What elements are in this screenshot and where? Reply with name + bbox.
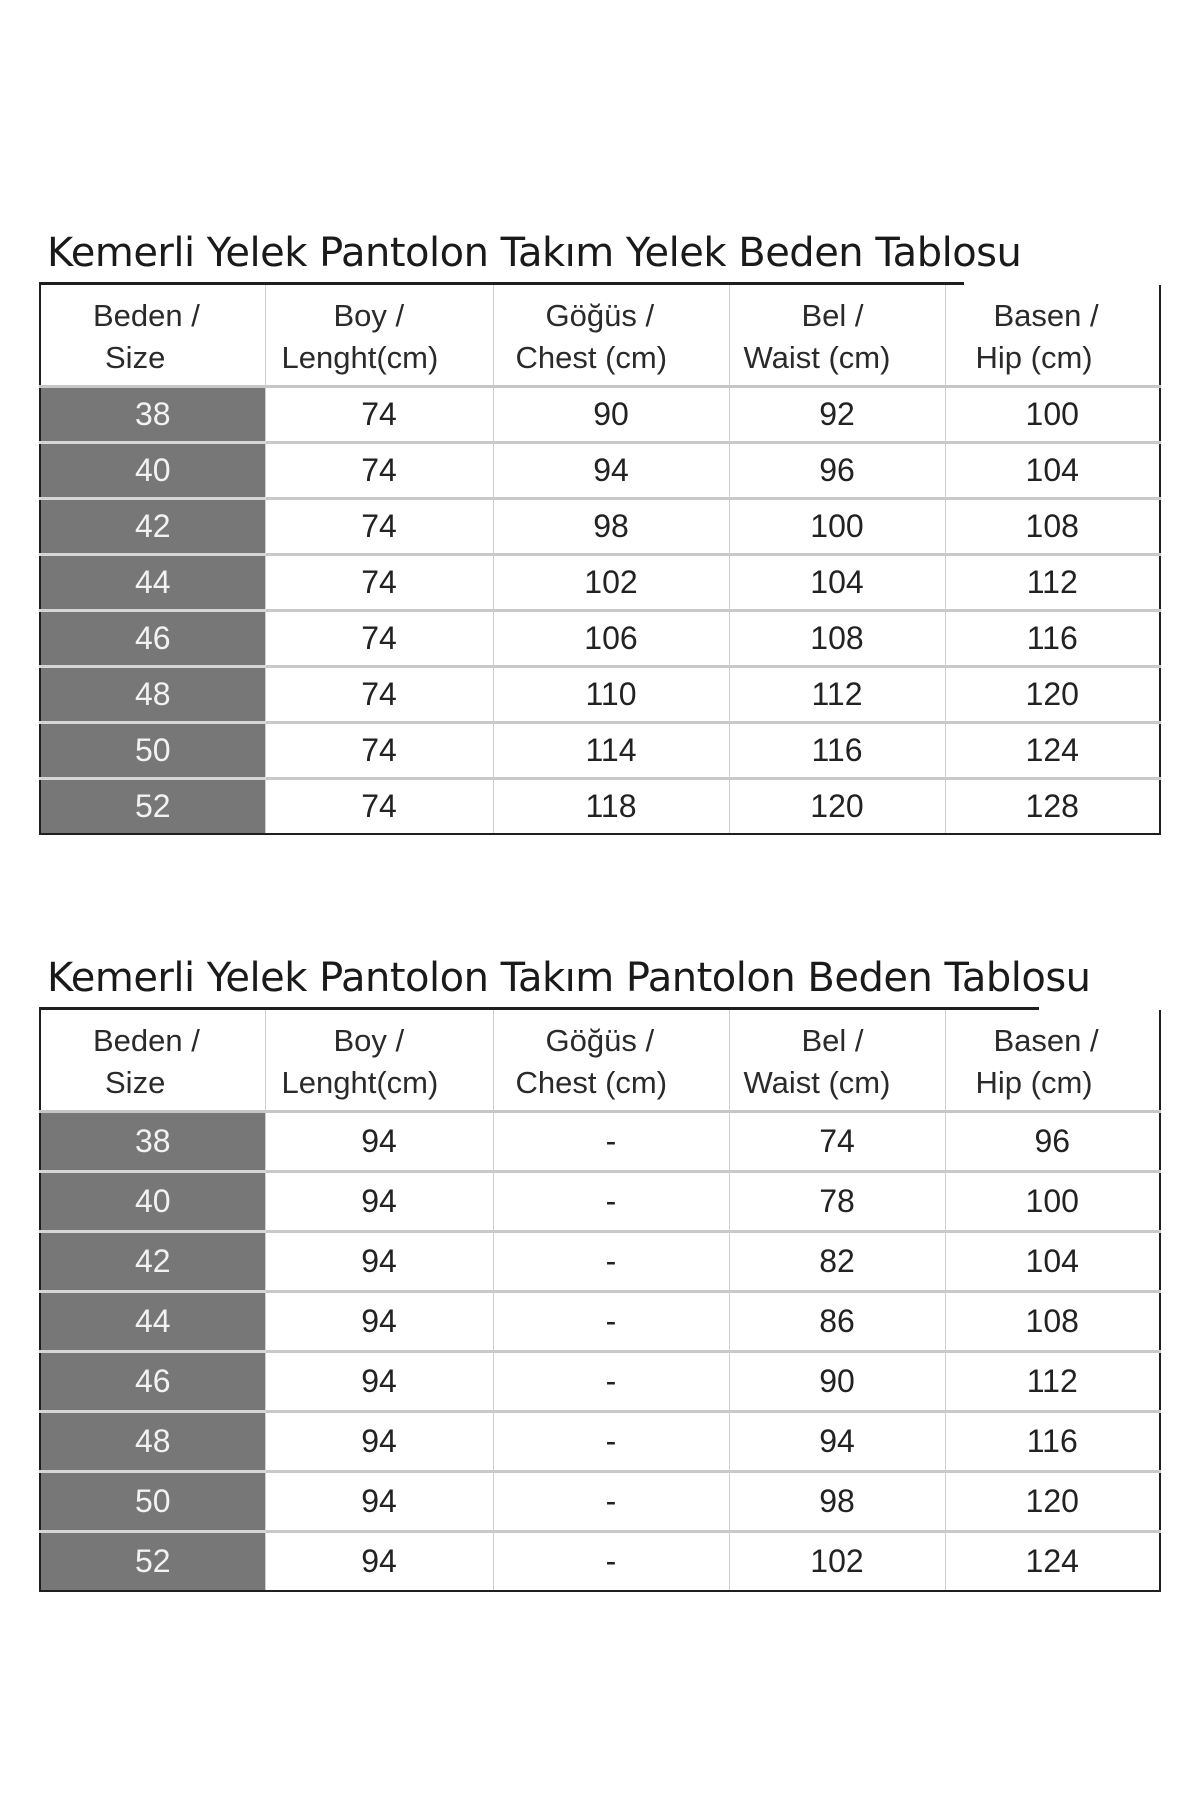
header-size xyxy=(40,1010,265,1112)
table-row xyxy=(40,779,1160,835)
cell-size: 44 xyxy=(40,1292,265,1352)
header-length-line-1: Boy / xyxy=(333,298,405,333)
cell-chest: - xyxy=(493,1352,729,1412)
cell-hip: 124 xyxy=(945,1532,1160,1592)
cell-waist: 74 xyxy=(729,1112,945,1172)
header-length-line-2: Lenght(cm) xyxy=(281,1065,439,1100)
cell-chest: - xyxy=(493,1412,729,1472)
header-size xyxy=(40,285,265,387)
header-waist-line-1: Bel / xyxy=(801,1023,864,1058)
cell-hip: 128 xyxy=(945,779,1160,835)
cell-chest: - xyxy=(493,1292,729,1352)
cell-waist: 104 xyxy=(729,555,945,611)
header-chest-line-1: Göğüs / xyxy=(545,1023,655,1058)
cell-chest: - xyxy=(493,1232,729,1292)
cell-hip: 120 xyxy=(945,1472,1160,1532)
cell-hip: 104 xyxy=(945,1232,1160,1292)
cell-length: 74 xyxy=(265,443,493,499)
header-hip xyxy=(945,285,1160,387)
trousers-size-chart xyxy=(39,950,1159,1592)
cell-chest: 94 xyxy=(493,443,729,499)
table-row xyxy=(40,1112,1160,1172)
header-hip-line-2: Hip (cm) xyxy=(975,340,1093,375)
cell-length: 94 xyxy=(265,1232,493,1292)
cell-length: 94 xyxy=(265,1532,493,1592)
cell-size: 48 xyxy=(40,1412,265,1472)
cell-hip: 100 xyxy=(945,387,1160,443)
cell-waist: 78 xyxy=(729,1172,945,1232)
cell-length: 74 xyxy=(265,499,493,555)
header-waist-line-2: Waist (cm) xyxy=(743,340,891,375)
cell-chest: 106 xyxy=(493,611,729,667)
header-size-line-1: Beden / xyxy=(93,1023,200,1058)
cell-size: 38 xyxy=(40,387,265,443)
table-row xyxy=(40,1172,1160,1232)
cell-waist: 112 xyxy=(729,667,945,723)
cell-hip: 120 xyxy=(945,667,1160,723)
header-length xyxy=(265,285,493,387)
vest-size-chart xyxy=(39,225,1159,835)
cell-hip: 96 xyxy=(945,1112,1160,1172)
header-chest-line-2: Chest (cm) xyxy=(515,340,668,375)
header-hip-line-2: Hip (cm) xyxy=(975,1065,1093,1100)
cell-size: 42 xyxy=(40,1232,265,1292)
cell-chest: 110 xyxy=(493,667,729,723)
cell-length: 94 xyxy=(265,1292,493,1352)
cell-waist: 94 xyxy=(729,1412,945,1472)
cell-size: 40 xyxy=(40,443,265,499)
table-row xyxy=(40,1532,1160,1592)
trousers-table-title: Kemerli Yelek Pantolon Takım Pantolon Beden Tablosu xyxy=(39,950,1039,1010)
header-waist-line-1: Bel / xyxy=(801,298,864,333)
cell-chest: - xyxy=(493,1112,729,1172)
header-waist xyxy=(729,285,945,387)
cell-length: 74 xyxy=(265,723,493,779)
header-chest-line-1: Göğüs / xyxy=(545,298,655,333)
cell-size: 50 xyxy=(40,723,265,779)
table-row xyxy=(40,723,1160,779)
cell-length: 74 xyxy=(265,387,493,443)
cell-waist: 86 xyxy=(729,1292,945,1352)
cell-chest: - xyxy=(493,1472,729,1532)
header-chest xyxy=(493,285,729,387)
header-hip-line-1: Basen / xyxy=(993,1023,1099,1058)
table-header-row xyxy=(40,1010,1160,1112)
cell-size: 50 xyxy=(40,1472,265,1532)
trousers-size-table xyxy=(39,1010,1161,1592)
cell-size: 52 xyxy=(40,779,265,835)
cell-chest: 102 xyxy=(493,555,729,611)
cell-waist: 90 xyxy=(729,1352,945,1412)
cell-waist: 98 xyxy=(729,1472,945,1532)
cell-size: 40 xyxy=(40,1172,265,1232)
header-size-line-2: Size xyxy=(105,1065,166,1100)
cell-size: 46 xyxy=(40,611,265,667)
cell-size: 38 xyxy=(40,1112,265,1172)
cell-waist: 102 xyxy=(729,1532,945,1592)
header-hip-line-1: Basen / xyxy=(993,298,1099,333)
table-row xyxy=(40,555,1160,611)
cell-chest: 114 xyxy=(493,723,729,779)
cell-size: 48 xyxy=(40,667,265,723)
table-row xyxy=(40,1412,1160,1472)
cell-waist: 116 xyxy=(729,723,945,779)
cell-waist: 108 xyxy=(729,611,945,667)
cell-chest: 118 xyxy=(493,779,729,835)
table-row xyxy=(40,499,1160,555)
cell-hip: 116 xyxy=(945,611,1160,667)
cell-size: 46 xyxy=(40,1352,265,1412)
cell-size: 42 xyxy=(40,499,265,555)
cell-chest: - xyxy=(493,1532,729,1592)
cell-chest: - xyxy=(493,1172,729,1232)
cell-length: 74 xyxy=(265,611,493,667)
cell-length: 74 xyxy=(265,779,493,835)
cell-hip: 104 xyxy=(945,443,1160,499)
cell-size: 52 xyxy=(40,1532,265,1592)
vest-table-title: Kemerli Yelek Pantolon Takım Yelek Beden Tablosu xyxy=(39,225,964,285)
cell-length: 94 xyxy=(265,1352,493,1412)
table-row xyxy=(40,443,1160,499)
table-row xyxy=(40,1232,1160,1292)
header-length-line-2: Lenght(cm) xyxy=(281,340,439,375)
table-row xyxy=(40,1292,1160,1352)
cell-waist: 92 xyxy=(729,387,945,443)
cell-length: 74 xyxy=(265,555,493,611)
table-row xyxy=(40,1352,1160,1412)
table-row xyxy=(40,667,1160,723)
header-length xyxy=(265,1010,493,1112)
cell-hip: 124 xyxy=(945,723,1160,779)
cell-waist: 96 xyxy=(729,443,945,499)
cell-hip: 112 xyxy=(945,1352,1160,1412)
cell-waist: 120 xyxy=(729,779,945,835)
cell-length: 94 xyxy=(265,1172,493,1232)
header-waist-line-2: Waist (cm) xyxy=(743,1065,891,1100)
cell-chest: 90 xyxy=(493,387,729,443)
header-chest xyxy=(493,1010,729,1112)
header-length-line-1: Boy / xyxy=(333,1023,405,1058)
table-header-row xyxy=(40,285,1160,387)
cell-hip: 108 xyxy=(945,1292,1160,1352)
header-hip xyxy=(945,1010,1160,1112)
cell-hip: 112 xyxy=(945,555,1160,611)
cell-length: 94 xyxy=(265,1112,493,1172)
cell-hip: 100 xyxy=(945,1172,1160,1232)
cell-hip: 108 xyxy=(945,499,1160,555)
header-waist xyxy=(729,1010,945,1112)
cell-size: 44 xyxy=(40,555,265,611)
header-size-line-2: Size xyxy=(105,340,166,375)
vest-size-table xyxy=(39,285,1161,835)
cell-waist: 100 xyxy=(729,499,945,555)
cell-waist: 82 xyxy=(729,1232,945,1292)
cell-length: 94 xyxy=(265,1412,493,1472)
header-chest-line-2: Chest (cm) xyxy=(515,1065,668,1100)
cell-length: 94 xyxy=(265,1472,493,1532)
cell-length: 74 xyxy=(265,667,493,723)
cell-hip: 116 xyxy=(945,1412,1160,1472)
cell-chest: 98 xyxy=(493,499,729,555)
table-row xyxy=(40,1472,1160,1532)
header-size-line-1: Beden / xyxy=(93,298,200,333)
table-row xyxy=(40,387,1160,443)
table-row xyxy=(40,611,1160,667)
